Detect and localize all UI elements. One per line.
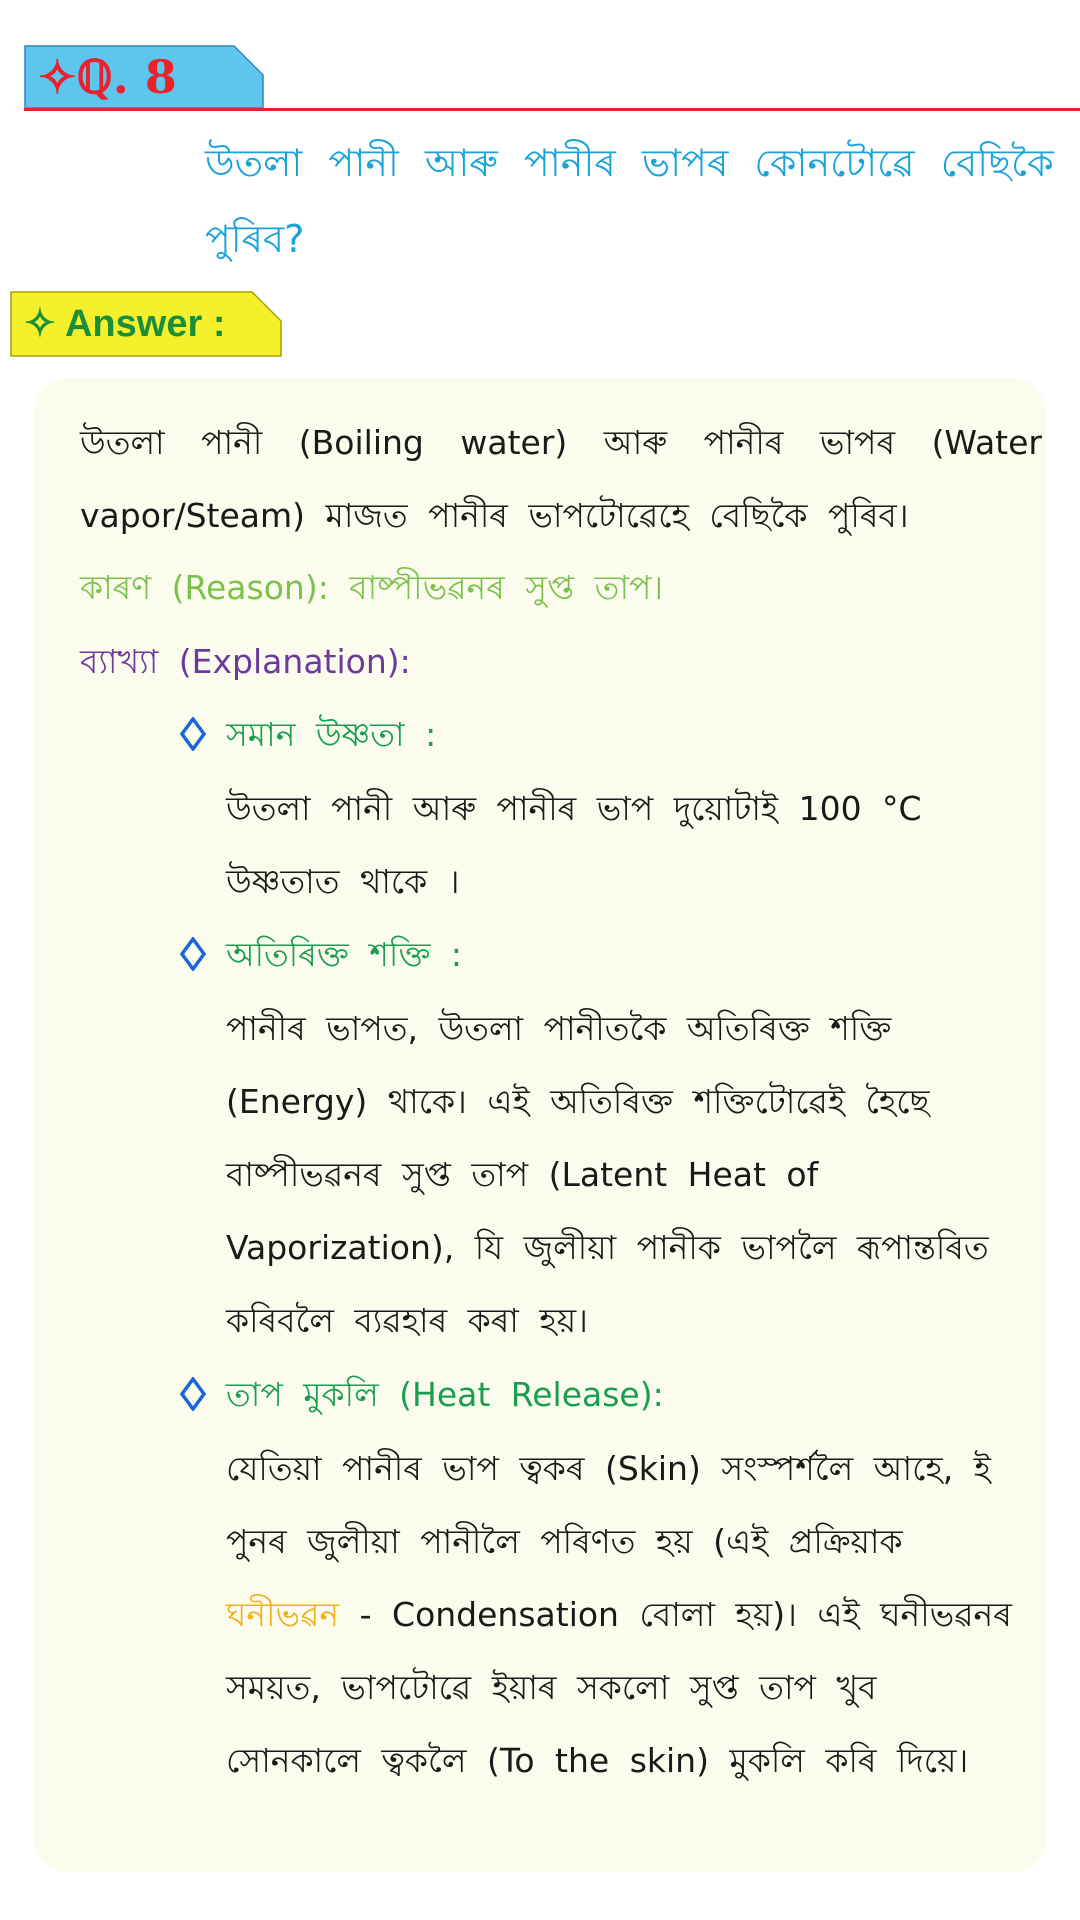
answer-reason: কাৰণ (Reason): বাষ্পীভৱনৰ সুপ্ত তাপ। [80,568,664,607]
condensation-term: ঘনীভৱন [226,1595,340,1634]
point-title-equal-temperature: সমান উষ্ণতা : [226,715,437,754]
point-body-extra-energy: পানীৰ ভাপত, উতলা পানীতকৈ অতিৰিক্ত শক্তি (Energy) থাকে। এই অতিৰিক্ত শক্তিটোৱেই হৈছে বাষ্পীভৱনৰ সুপ্ত তাপ (Latent Heat of Vaporization), যি জুলীয়া পানীক ভাপলৈ ৰূপান্তৰিত কৰিবলৈ ব্যৱহাৰ কৰা হয়। [226,1009,989,1340]
question-tab [24,45,264,109]
question-text: উতলা পানী আৰু পানীৰ ভাপৰ কোনটোৱে বেছিকৈ পুৰিব? [205,141,1054,261]
point-body-heat-release [226,1432,1026,1797]
heat-release-text-after: - Condensation বোলা হয়)। এই ঘনীভৱনৰ সময়ত, ভাপটোৱে ইয়াৰ সকলো সুপ্ত তাপ খুব সোনকালে ত্বকলৈ (To the skin) মুকলি কৰি দিয়ে। [226,1595,1012,1780]
heat-release-text-before: যেতিয়া পানীৰ ভাপ ত্বকৰ (Skin) সংস্পৰ্শলৈ আহে, ই পুনৰ জুলীয়া পানীলৈ পৰিণত হয় (এই প্ৰক্ৰিয়াক [226,1449,991,1561]
point-title-extra-energy: অতিৰিক্ত শক্তি : [226,935,462,974]
explanation-heading: ব্যাখ্যা (Explanation): [80,642,411,681]
diamond-bullet-icon [180,1377,206,1411]
diamond-bullet-icon [180,717,206,751]
point-body-equal-temperature: উতলা পানী আৰু পানীৰ ভাপ দুয়োটাই 100 °C উষ্ণতাত থাকে । [226,789,922,901]
question-divider [24,108,1080,111]
point-title-heat-release: তাপ মুকলি (Heat Release): [226,1375,664,1414]
answer-tab [10,291,282,357]
question-number: ✧ℚ. 8 [38,50,177,104]
diamond-bullet-icon [180,937,206,971]
answer-label: ✧ Answer : [24,303,226,345]
answer-panel [34,378,1046,1873]
answer-intro: উতলা পানী (Boiling water) আৰু পানীৰ ভাপৰ (Water vapor/Steam) মাজত পানীৰ ভাপটোৱেহে বেছিকৈ পুৰিব। [80,423,1042,535]
